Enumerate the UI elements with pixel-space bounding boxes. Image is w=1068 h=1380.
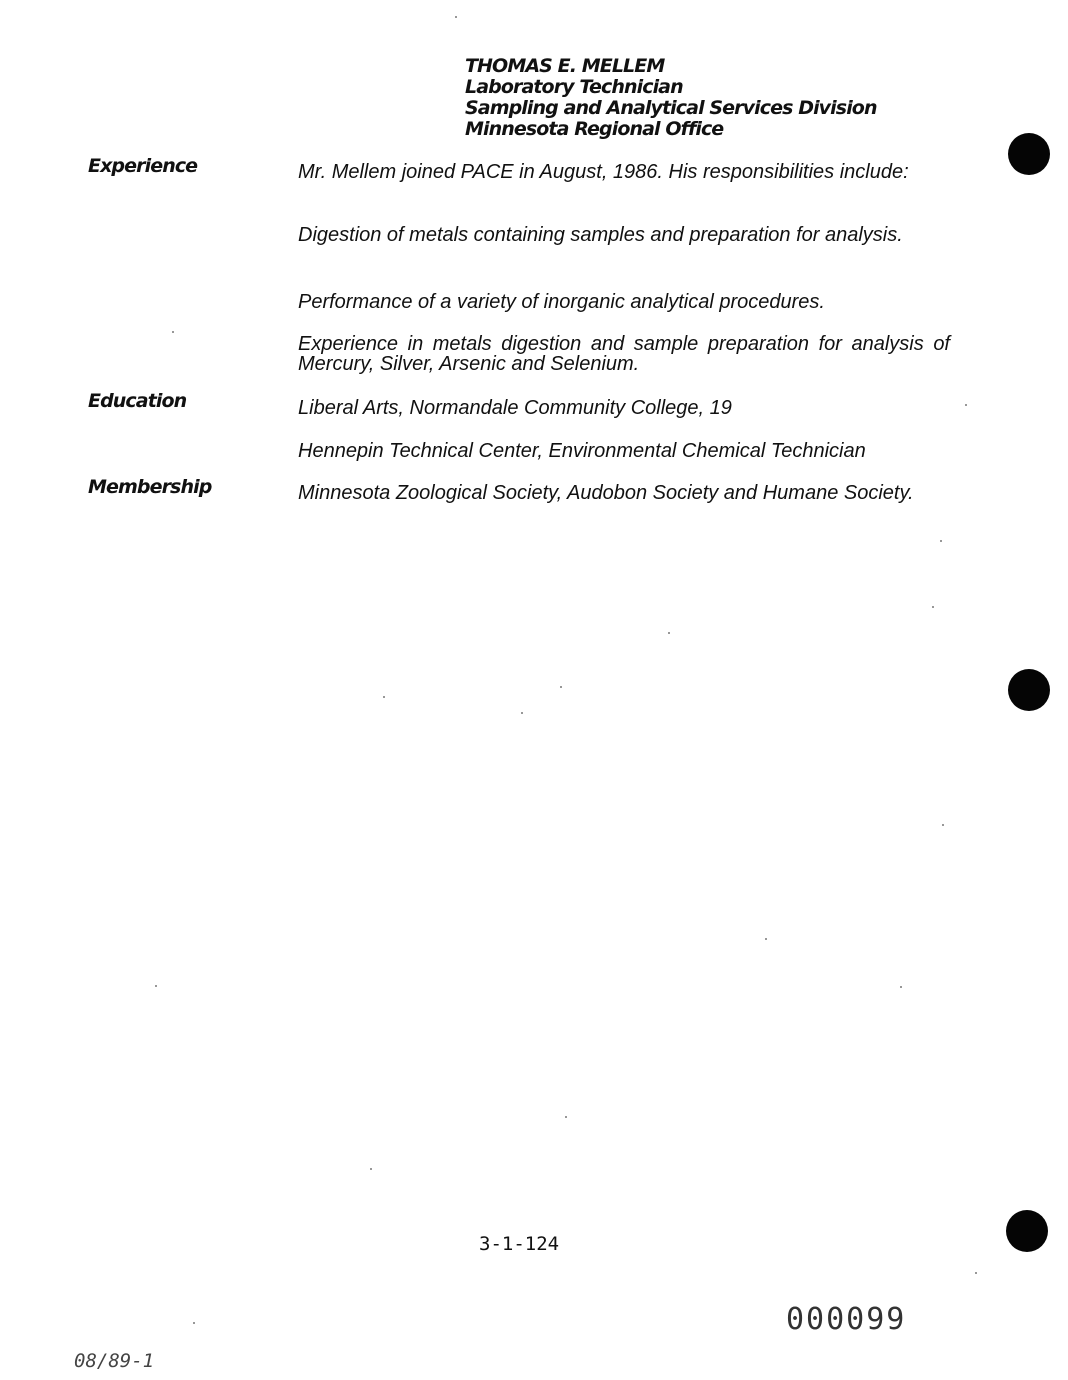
scan-speck xyxy=(765,938,767,940)
office-name: Minnesota Regional Office xyxy=(465,118,724,140)
membership-entry: Minnesota Zoological Society, Audobon Society and Humane Society. xyxy=(298,482,914,504)
scan-speck xyxy=(560,686,562,688)
bates-number: 000099 xyxy=(786,1302,907,1337)
division-name: Sampling and Analytical Services Division xyxy=(465,97,877,119)
scan-speck xyxy=(521,712,523,714)
education-label: Education xyxy=(88,390,187,412)
scan-speck xyxy=(455,16,457,18)
experience-intro: Mr. Mellem joined PACE in August, 1986. His responsibilities include: xyxy=(298,161,909,183)
punch-hole-middle xyxy=(1008,669,1050,711)
scan-speck xyxy=(940,540,942,542)
education-entry: Hennepin Technical Center, Environmental Chemical Technician xyxy=(298,440,866,462)
scan-speck xyxy=(565,1116,567,1118)
scan-speck xyxy=(668,632,670,634)
scan-speck xyxy=(942,824,944,826)
membership-label: Membership xyxy=(88,476,212,498)
punch-hole-top xyxy=(1008,133,1050,175)
scan-speck xyxy=(900,986,902,988)
scan-speck xyxy=(172,331,174,333)
experience-item: Experience in metals digestion and sample preparation for analysis of Mercury, Silver, Arsenic and Selenium. xyxy=(298,333,950,375)
punch-hole-bottom xyxy=(1006,1210,1048,1252)
page-number: 3-1-124 xyxy=(479,1233,560,1255)
experience-item: Performance of a variety of inorganic analytical procedures. xyxy=(298,291,825,313)
form-number: 08/89-1 xyxy=(74,1350,155,1372)
job-title: Laboratory Technician xyxy=(465,76,683,98)
scan-speck xyxy=(155,985,157,987)
resume-header xyxy=(465,56,945,140)
education-entry: Liberal Arts, Normandale Community College, 19 xyxy=(298,397,732,419)
experience-item: Digestion of metals containing samples and preparation for analysis. xyxy=(298,224,903,246)
scan-speck xyxy=(965,404,967,406)
scan-speck xyxy=(383,696,385,698)
scan-speck xyxy=(975,1272,977,1274)
scan-speck xyxy=(193,1322,195,1324)
scan-speck xyxy=(370,1168,372,1170)
scan-speck xyxy=(932,606,934,608)
person-name: THOMAS E. MELLEM xyxy=(465,55,665,77)
experience-label: Experience xyxy=(88,155,198,177)
